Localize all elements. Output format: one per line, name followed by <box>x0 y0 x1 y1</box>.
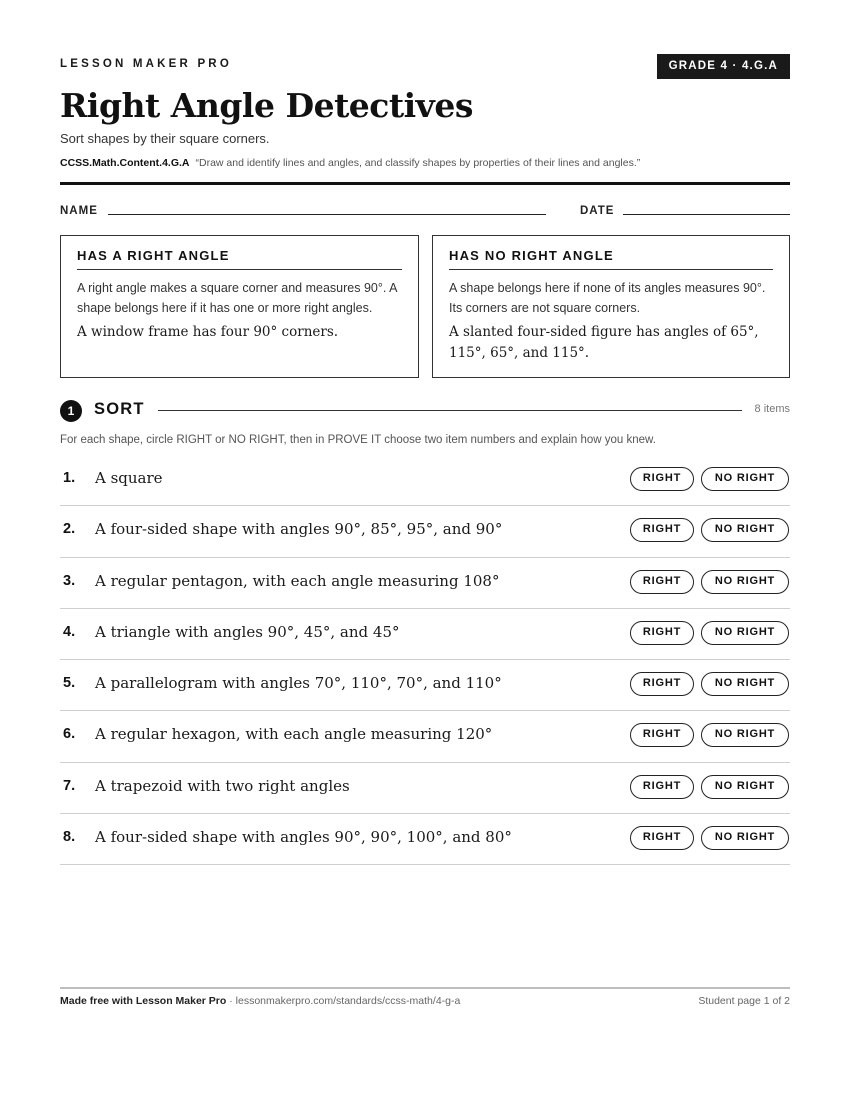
section-item-count: 8 items <box>754 403 790 415</box>
category-heading: HAS A RIGHT ANGLE <box>77 248 402 270</box>
grade-badge: GRADE 4 · 4.G.A <box>657 54 790 79</box>
category-description: A shape belongs here if none of its angles measures 90°. Its corners are not square corners. <box>449 281 766 315</box>
list-item <box>60 711 790 762</box>
no-right-option[interactable]: NO RIGHT <box>701 570 789 594</box>
footer-made-with: Made free with Lesson Maker Pro <box>60 995 227 1007</box>
item-number: 3. <box>63 572 76 589</box>
item-text: A regular hexagon, with each angle measuring 120° <box>95 725 493 744</box>
no-right-option[interactable]: NO RIGHT <box>701 621 789 645</box>
item-number: 2. <box>63 521 76 538</box>
standard-reference <box>60 157 640 169</box>
list-item <box>60 763 790 814</box>
right-option[interactable]: RIGHT <box>630 826 694 850</box>
footer-divider <box>60 987 790 989</box>
no-right-option[interactable]: NO RIGHT <box>701 672 789 696</box>
date-label: DATE <box>580 205 615 217</box>
standard-quote: “Draw and identify lines and angles, and classify shapes by properties of their lines and angles.” <box>195 157 641 169</box>
category-heading: HAS NO RIGHT ANGLE <box>449 248 773 270</box>
item-text: A regular pentagon, with each angle measuring 108° <box>95 571 500 590</box>
list-item <box>60 609 790 660</box>
right-option[interactable]: RIGHT <box>630 518 694 542</box>
date-field[interactable] <box>623 214 790 215</box>
right-option[interactable]: RIGHT <box>630 723 694 747</box>
no-right-option[interactable]: NO RIGHT <box>701 467 789 491</box>
category-box-right-angle <box>60 235 419 378</box>
no-right-option[interactable]: NO RIGHT <box>701 826 789 850</box>
standard-code: CCSS.Math.Content.4.G.A <box>60 157 190 169</box>
right-option[interactable]: RIGHT <box>630 672 694 696</box>
no-right-option[interactable]: NO RIGHT <box>701 723 789 747</box>
name-label: NAME <box>60 205 98 217</box>
list-item <box>60 455 790 506</box>
item-number: 6. <box>63 726 76 743</box>
right-option[interactable]: RIGHT <box>630 775 694 799</box>
footer-url[interactable]: lessonmakerpro.com/standards/ccss-math/4-g-a <box>235 995 461 1007</box>
page-subtitle: Sort shapes by their square corners. <box>60 131 270 146</box>
brand-name: LESSON MAKER PRO <box>60 58 232 70</box>
page-title: Right Angle Detectives <box>60 86 473 125</box>
item-number: 1. <box>63 470 76 486</box>
no-right-option[interactable]: NO RIGHT <box>701 518 789 542</box>
item-number: 4. <box>63 623 76 640</box>
item-text: A square <box>95 469 163 487</box>
item-text: A triangle with angles 90°, 45°, and 45° <box>95 622 400 641</box>
section-title: SORT <box>94 400 145 418</box>
item-text: A parallelogram with angles 70°, 110°, 70°, and 110° <box>95 674 502 693</box>
footer-separator: · <box>226 995 236 1007</box>
name-field[interactable] <box>108 214 546 215</box>
section-divider <box>158 410 742 411</box>
worksheet-page <box>60 0 790 1100</box>
section-instructions: For each shape, circle RIGHT or NO RIGHT, then in PROVE IT choose two item numbers and explain how you knew. <box>60 434 656 446</box>
list-item <box>60 814 790 865</box>
list-item <box>60 660 790 711</box>
header-divider <box>60 182 790 185</box>
item-number: 8. <box>63 829 76 846</box>
item-text: A four-sided shape with angles 90°, 90°, 100°, and 80° <box>95 828 512 847</box>
footer-page-number: Student page 1 of 2 <box>698 995 790 1007</box>
right-option[interactable]: RIGHT <box>630 621 694 645</box>
item-list <box>60 455 790 865</box>
section-number-badge: 1 <box>60 400 82 422</box>
category-example: A window frame has four 90° corners. <box>77 324 339 340</box>
list-item <box>60 506 790 557</box>
footer-credit <box>60 995 460 1007</box>
no-right-option[interactable]: NO RIGHT <box>701 775 789 799</box>
category-example: A slanted four-sided figure has angles of 65°, 115°, 65°, and 115°. <box>449 324 759 361</box>
list-item <box>60 558 790 609</box>
category-description: A right angle makes a square corner and measures 90°. A shape belongs here if it has one or more right angles. <box>77 281 397 315</box>
category-box-no-right-angle <box>432 235 790 378</box>
right-option[interactable]: RIGHT <box>630 467 694 491</box>
item-number: 7. <box>63 777 76 794</box>
item-number: 5. <box>63 675 76 692</box>
item-text: A trapezoid with two right angles <box>95 776 350 795</box>
item-text: A four-sided shape with angles 90°, 85°, 95°, and 90° <box>95 520 503 539</box>
right-option[interactable]: RIGHT <box>630 570 694 594</box>
